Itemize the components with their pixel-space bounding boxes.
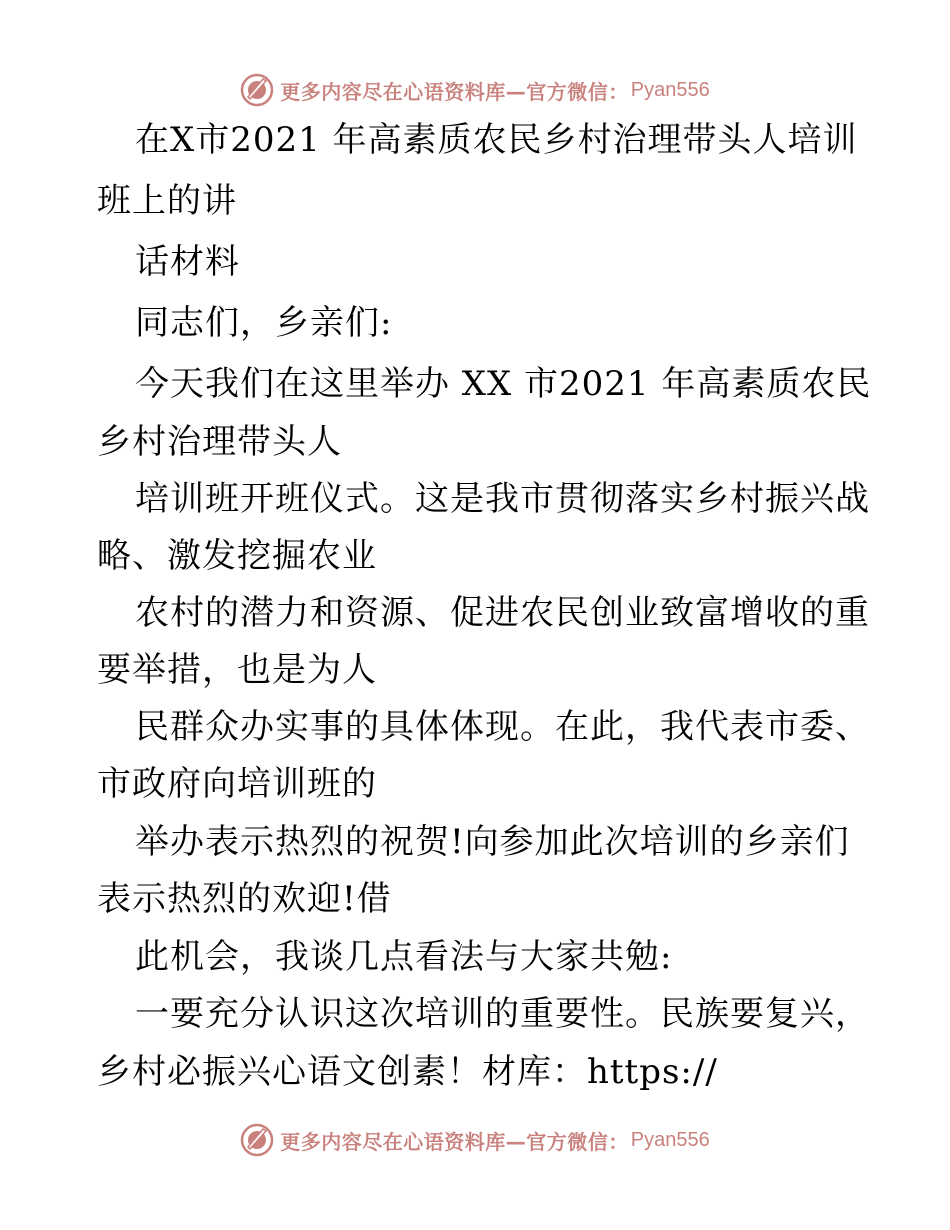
text-line: 市政府向培训班的 bbox=[97, 764, 377, 804]
quill-logo-icon bbox=[240, 73, 274, 107]
header-watermark-banner bbox=[0, 70, 950, 110]
text-line: 一要充分认识这次培训的重要性。民族要复兴， bbox=[135, 994, 870, 1034]
text-line: 农村的潜力和资源、促进农民创业致富增收的重 bbox=[135, 593, 870, 633]
text-line: 今天我们在这里举办 XX 市2021 年高素质农民 bbox=[135, 364, 872, 404]
text-line: 在X市2021 年高素质农民乡村治理带头人培训 bbox=[135, 120, 858, 160]
watermark-account: Pyan556 bbox=[630, 78, 710, 101]
footer-watermark-banner bbox=[0, 1120, 950, 1160]
text-line: 乡村必振兴心语文创素！材库：https:// bbox=[97, 1052, 718, 1092]
text-line: 要举措，也是为人 bbox=[97, 650, 377, 690]
watermark-account: Pyan556 bbox=[630, 1128, 710, 1151]
text-line: 此机会，我谈几点看法与大家共勉: bbox=[135, 937, 673, 977]
watermark-text: 更多内容尽在心语资料库—官方微信： bbox=[280, 79, 629, 104]
text-line: 班上的讲 bbox=[97, 181, 237, 221]
quill-logo-icon bbox=[240, 1123, 274, 1157]
text-line: 同志们，乡亲们: bbox=[135, 303, 393, 343]
watermark-text: 更多内容尽在心语资料库—官方微信： bbox=[280, 1129, 629, 1154]
text-line: 表示热烈的欢迎!借 bbox=[97, 879, 392, 919]
text-line: 话材料 bbox=[135, 242, 240, 282]
text-line: 乡村治理带头人 bbox=[97, 422, 342, 462]
text-line: 举办表示热烈的祝贺!向参加此次培训的乡亲们 bbox=[135, 822, 850, 862]
text-line: 培训班开班仪式。这是我市贯彻落实乡村振兴战 bbox=[135, 479, 870, 519]
text-line: 略、激发挖掘农业 bbox=[97, 536, 377, 576]
text-line: 民群众办实事的具体体现。在此，我代表市委、 bbox=[135, 707, 870, 747]
